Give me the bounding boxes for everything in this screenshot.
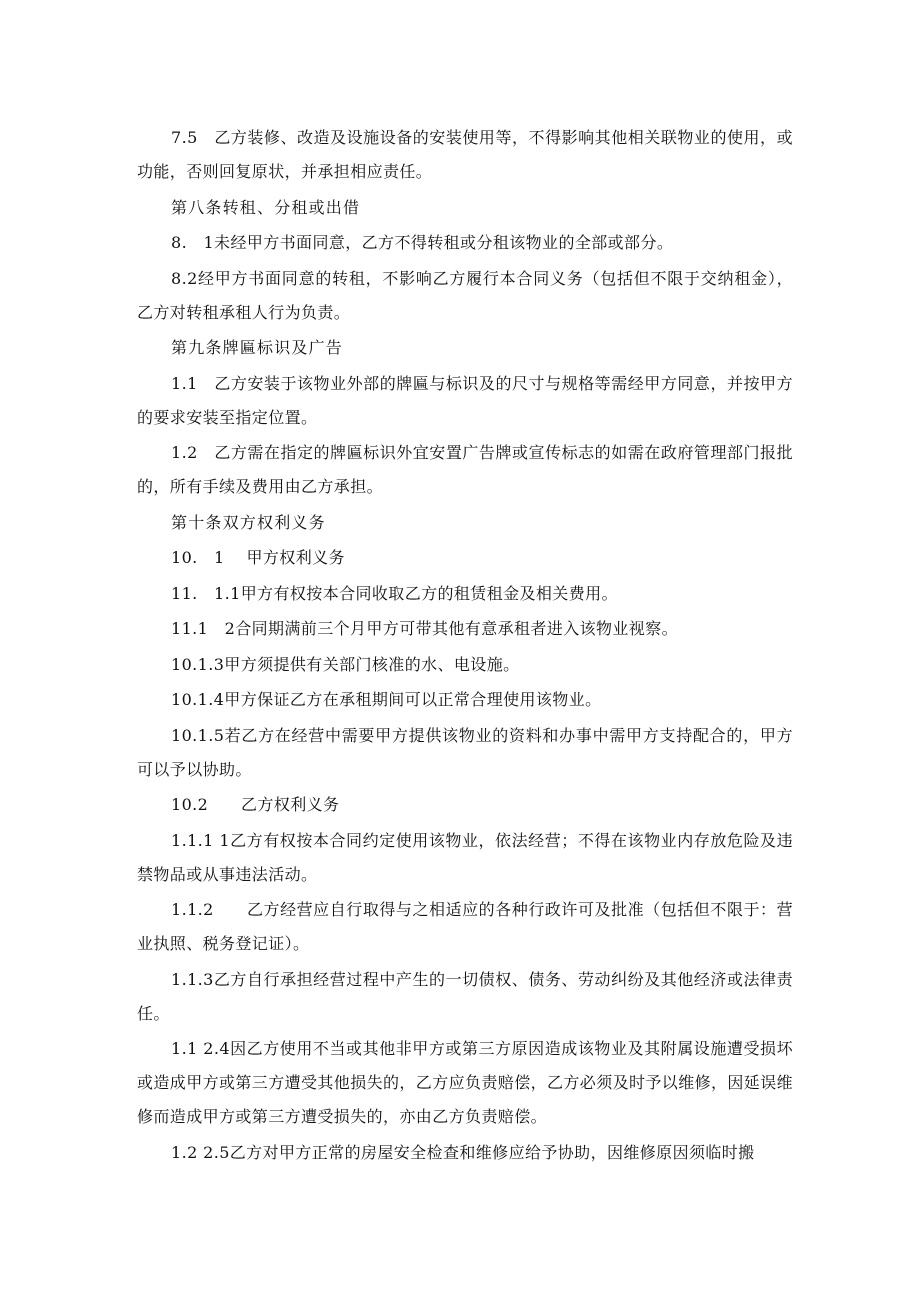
paragraph-8-1: 8. 1未经甲方书面同意，乙方不得转租或分租该物业的全部或部分。 <box>171 233 674 252</box>
paragraph-10-2-3: 1.1.3乙方自行承担经营过程中产生的一切债权、债务、劳动纠纷及其他经济或法律责任。 <box>137 969 793 1023</box>
paragraph-10-1-5: 10.1.5若乙方在经营中需要甲方提供该物业的资料和办事中需甲方支持配合的，甲方可以予以协助。 <box>137 725 793 779</box>
paragraph-10-1-4: 10.1.4甲方保证乙方在承租期间可以正常合理使用该物业。 <box>171 690 602 709</box>
paragraph-9-2: 1.2 乙方需在指定的牌匾标识外宜安置广告牌或宣传标志的如需在政府管理部门报批的，所有手续及费用由乙方承担。 <box>137 443 793 496</box>
paragraph-10-1-2: 11.1 2合同期满前三个月甲方可带其他有意承租者进入该物业视察。 <box>171 619 679 638</box>
paragraph-10-2-1: 1.1.1 1乙方有权按本合同约定使用该物业，依法经营；不得在该物业内存放危险及违禁物品或从事违法活动。 <box>137 830 793 884</box>
document-body <box>137 121 793 1170</box>
paragraph-7-5: 7.5 乙方装修、改造及设施设备的安装使用等，不得影响其他相关联物业的使用，或功能，否则回复原状，并承担相应责任。 <box>137 128 793 181</box>
paragraph-10-1: 10. 1 甲方权利义务 <box>171 548 345 567</box>
paragraph-10-1-3: 10.1.3甲方须提供有关部门核准的水、电设施。 <box>171 654 520 674</box>
paragraph-10-1-1: 11. 1.1甲方有权按本合同收取乙方的租赁租金及相关费用。 <box>171 583 618 603</box>
paragraph-10-2-4: 1.1 2.4因乙方使用不当或其他非甲方或第三方原因造成该物业及其附属设施遭受损坏或造成甲方或第三方遭受其他损失的，乙方应负责赔偿，乙方必须及时予以维修，因延误维修而造成甲方或第三方遭受损失的，亦由乙方负责赔偿。 <box>137 1039 794 1126</box>
section-heading-article-8: 第八条转租、分租或出借 <box>171 197 361 217</box>
paragraph-9-1: 1.1 乙方安装于该物业外部的牌匾与标识及的尺寸与规格等需经甲方同意，并按甲方的要求安装至指定位置。 <box>137 373 793 427</box>
paragraph-8-2: 8.2经甲方书面同意的转租，不影响乙方履行本合同义务（包括但不限于交纳租金），乙方对转租承租人行为负责。 <box>137 268 793 322</box>
paragraph-10-2-2: 1.1.2 乙方经营应自行取得与之相适应的各种行政许可及批准（包括但不限于：营业执照、税务登记证）。 <box>137 900 793 953</box>
section-heading-article-9: 第九条牌匾标识及广告 <box>171 338 344 357</box>
section-heading-article-10: 第十条双方权利义务 <box>171 512 326 532</box>
paragraph-10-2-5: 1.2 2.5乙方对甲方正常的房屋安全检查和维修应给予协助，因维修原因须临时搬 <box>171 1142 755 1162</box>
paragraph-10-2: 10.2 乙方权利义务 <box>171 795 340 814</box>
